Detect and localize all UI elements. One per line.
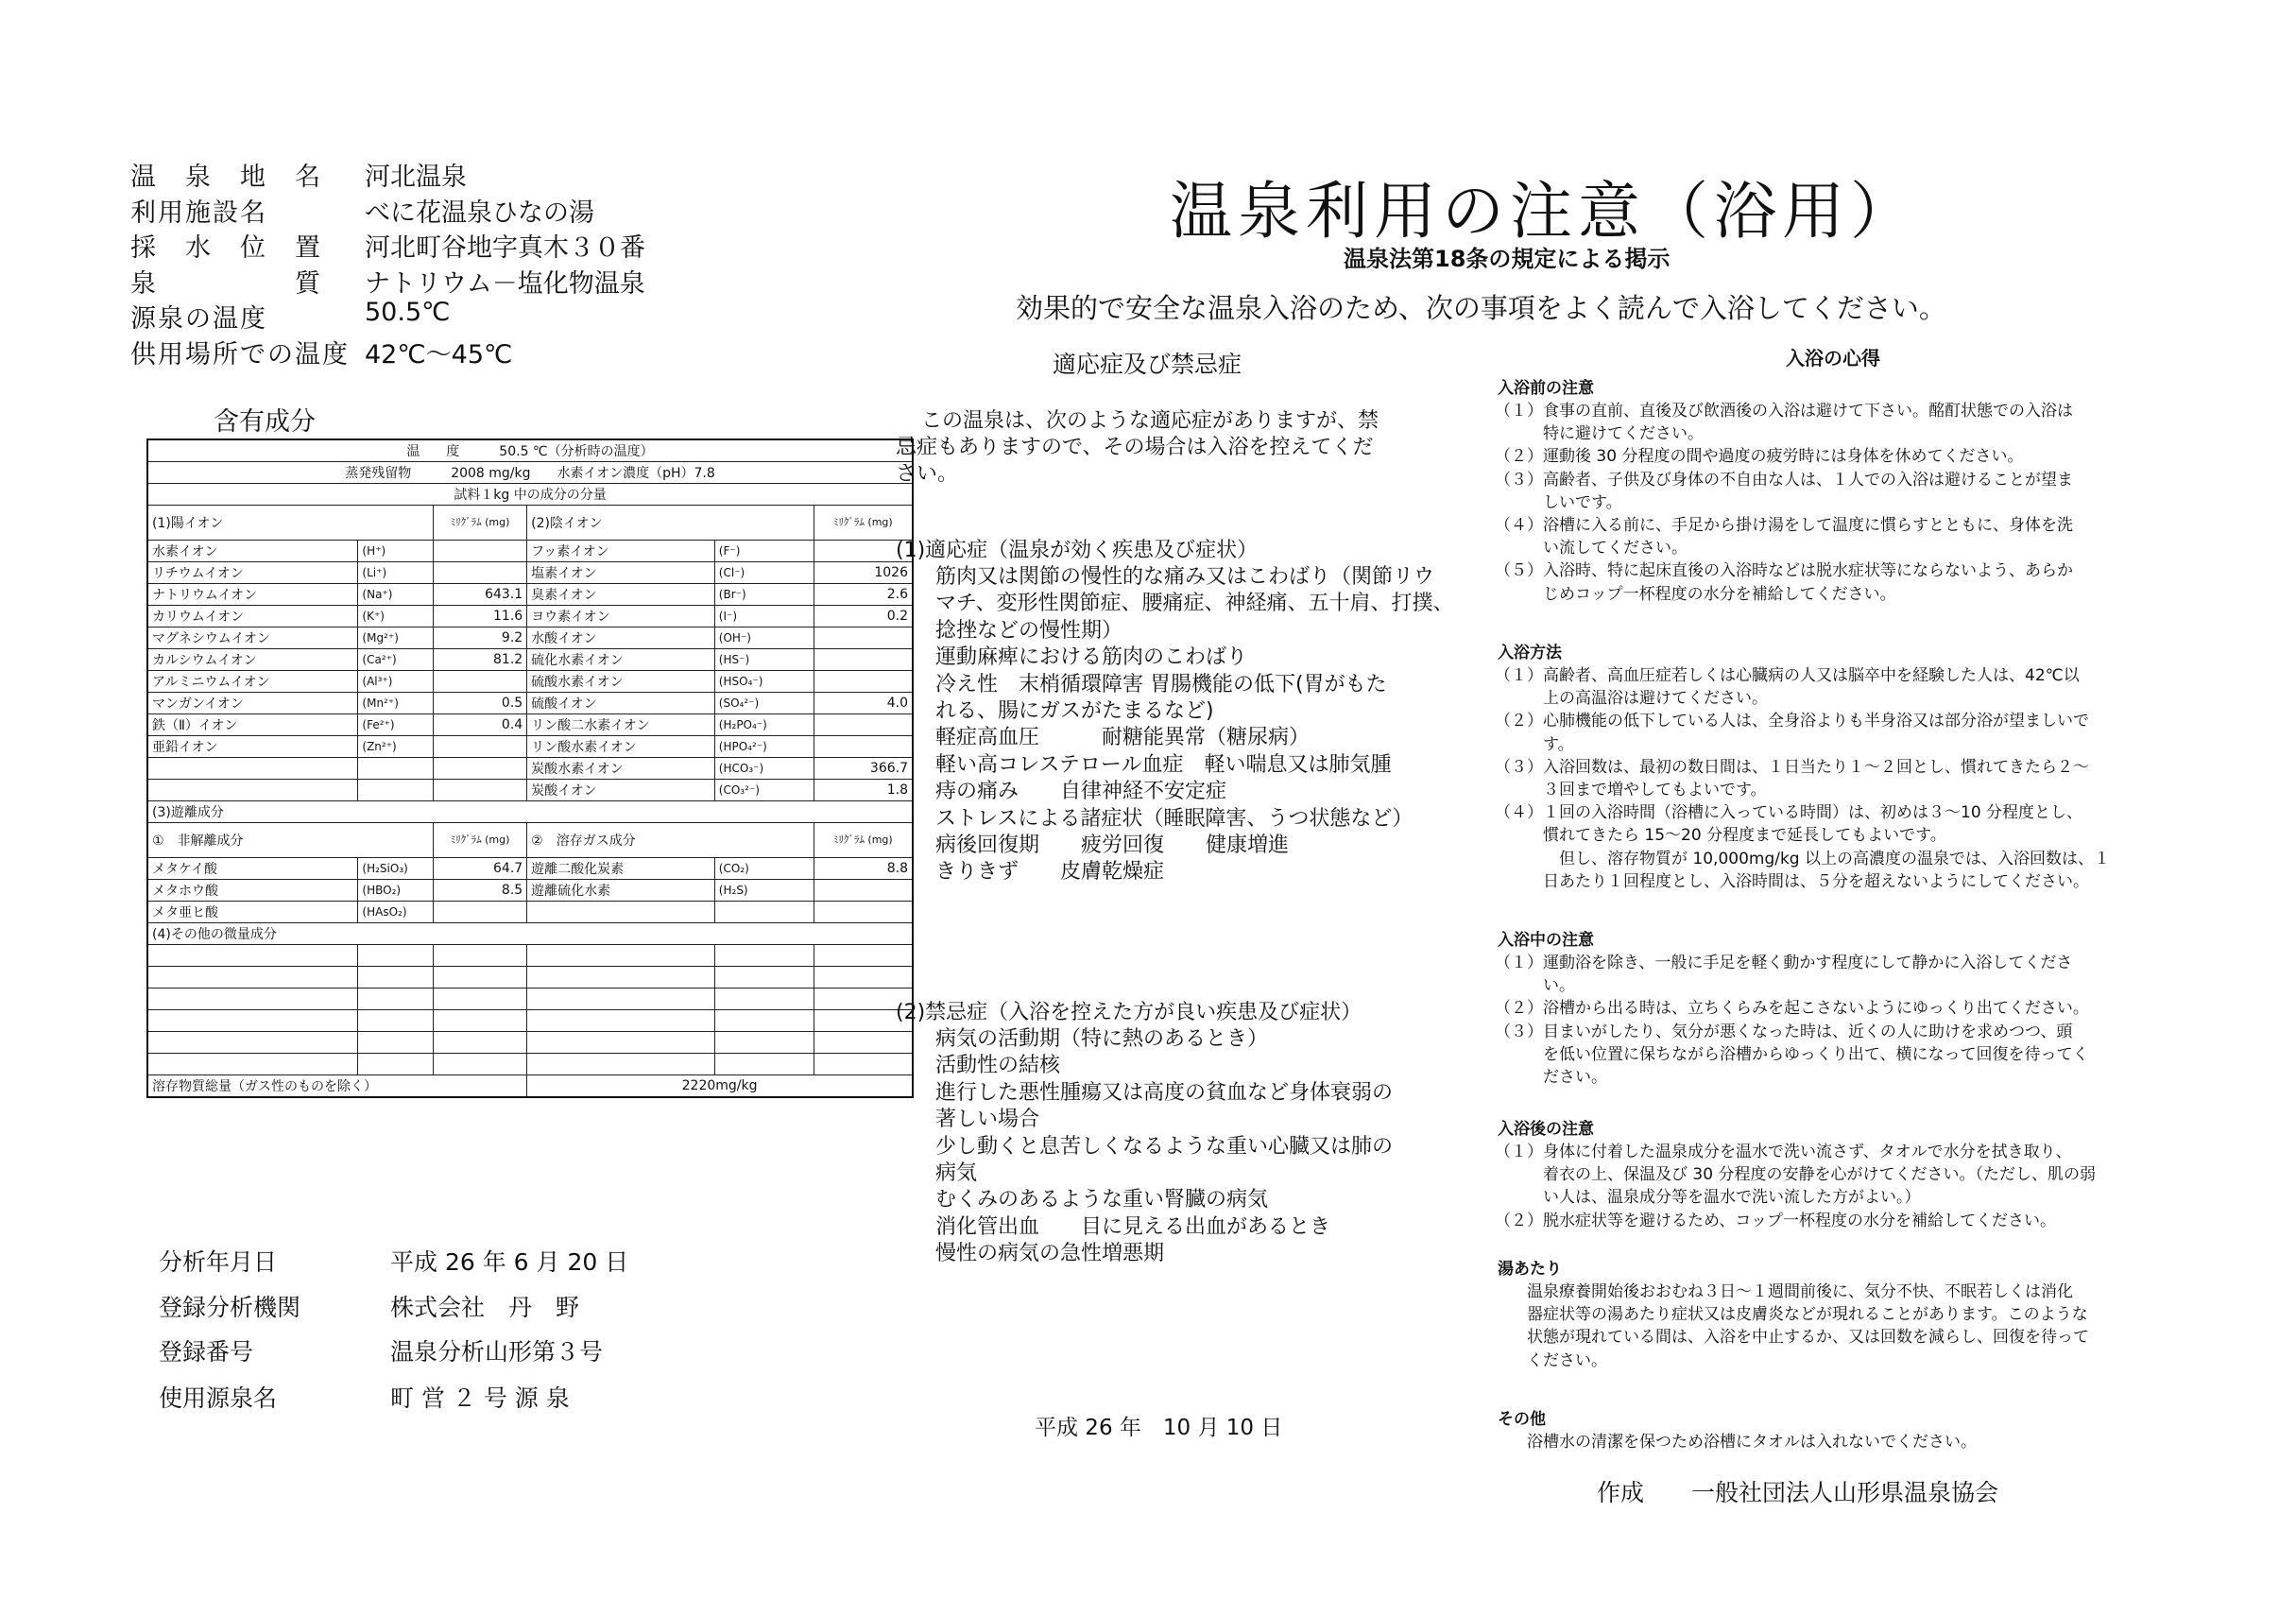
info-label: 供用場所での温度 (130, 339, 350, 370)
info-label: 泉 質 (130, 268, 322, 299)
ion-value (433, 780, 526, 801)
components-table (146, 438, 914, 1098)
indication-line: 運動麻痺における筋肉のこわばり (935, 645, 1248, 670)
info-row (130, 298, 450, 334)
info-row (130, 156, 467, 192)
empty-cell (714, 989, 814, 1010)
table-row (147, 606, 913, 627)
guide-line: （４）１回の入浴時間（浴槽に入っている時間）は、初めは３～10 分程度とし、 (1495, 803, 2083, 823)
guide-line: 上の高温浴は避けてください。 (1495, 689, 1768, 709)
ion-name (147, 780, 358, 801)
intro-text: 効果的で安全な温泉入浴のため、次の事項をよく読んで入浴してください。 (1016, 292, 1946, 324)
guide-line: （１）高齢者、高血圧症若しくは心臓病の人又は脳卒中を経験した人は、42℃以 (1495, 666, 2080, 685)
ion-symbol: (Fe²⁺) (358, 714, 433, 736)
unit-header: ﾐﾘｸﾞﾗﾑ (mg) (814, 506, 913, 541)
ion-value: 366.7 (814, 758, 913, 780)
intro-paragraph-line: 忌症もありますので、その場合は入浴を控えてくだ (896, 436, 1374, 459)
guide-line: （１）身体に付着した温泉成分を温水で洗い流さず、タオルで水分を拭き取り、 (1495, 1143, 2072, 1161)
component-symbol: (H₂S) (714, 880, 814, 902)
empty-cell (358, 967, 433, 989)
empty-cell (433, 989, 526, 1010)
ion-value: 1.8 (814, 780, 913, 801)
indication-line: ストレスによる諸症状（睡眠障害、うつ状態など） (935, 806, 1414, 831)
guide-line: ください。 (1495, 1350, 1607, 1370)
indication-line: れる、腸にガスがたまるなど) (935, 699, 1214, 723)
indication-line: きりきず 皮膚乾燥症 (935, 860, 1165, 885)
table-row (147, 671, 913, 693)
table-row (147, 649, 913, 671)
indication-line: マチ、変形性関節症、腰痛症、神経痛、五十肩、打撲、 (935, 592, 1454, 616)
table-row (147, 758, 913, 780)
indication-line: 捻挫などの慢性期） (935, 618, 1123, 643)
contraindication-line: 消化管出血 目に見える出血があるとき (935, 1214, 1331, 1239)
component-symbol: (HAsO₂) (358, 902, 433, 923)
ion-value: 643.1 (433, 584, 526, 606)
table-row (147, 858, 913, 880)
info-row (130, 334, 512, 370)
component-value: 64.7 (433, 858, 526, 880)
ion-symbol: (Na⁺) (358, 584, 433, 606)
ion-name: マンガンイオン (147, 693, 358, 714)
empty-cell (814, 967, 913, 989)
page-title: 温泉利用の注意（浴用） (1170, 175, 1918, 248)
component-name: メタ亜ヒ酸 (147, 902, 358, 923)
empty-cell (527, 1032, 715, 1054)
guide-line: （５）入浴時、特に起床直後の入浴時などは脱水症状等にならないよう、あらか (1495, 561, 2073, 581)
table-row (147, 1010, 913, 1032)
indication-line: 軽い高コレステロール血症 軽い喘息又は肺気腫 (935, 752, 1392, 777)
guide-line: 着衣の上、保温及び 30 分程度の安静を心がけてください。（ただし、肌の弱 (1495, 1165, 2096, 1185)
table-row (147, 627, 913, 649)
ion-value: 2.6 (814, 584, 913, 606)
empty-cell (527, 1054, 715, 1075)
ion-name: 亜鉛イオン (147, 736, 358, 758)
component-symbol: (HBO₂) (358, 880, 433, 902)
nondissociated-header: ① 非解離成分 (147, 823, 433, 858)
ion-name: 硫化水素イオン (527, 649, 715, 671)
empty-cell (433, 1010, 526, 1032)
contraindication-line: むくみのあるような重い腎臓の病気 (935, 1188, 1269, 1212)
ion-name: ヨウ素イオン (527, 606, 715, 627)
guide-line: （１）運動浴を除き、一般に手足を軽く動かす程度にして静かに入浴してくださ (1495, 954, 2073, 972)
ion-name: ナトリウムイオン (147, 584, 358, 606)
component-name: 遊離硫化水素 (527, 880, 715, 902)
component-symbol: (CO₂) (714, 858, 814, 880)
ion-symbol: (CO₃²⁻) (714, 780, 814, 801)
table-row (147, 989, 913, 1010)
ion-value: 0.2 (814, 606, 913, 627)
empty-cell (358, 989, 433, 1010)
guide-section-title: 入浴中の注意 (1498, 931, 1594, 950)
ion-value (433, 736, 526, 758)
empty-cell (433, 967, 526, 989)
analysis-label: 登録分析機関 (159, 1294, 301, 1321)
table-row (147, 902, 913, 923)
guide-section-title: その他 (1498, 1410, 1546, 1429)
ion-symbol: (HPO₄²⁻) (714, 736, 814, 758)
empty-cell (527, 967, 715, 989)
ion-symbol: (Br⁻) (714, 584, 814, 606)
guide-line: （４）浴槽に入る前に、手足から掛け湯をして温度に慣らすとともに、身体を洗 (1495, 516, 2073, 535)
empty-cell (358, 1010, 433, 1032)
ion-name: リチウムイオン (147, 562, 358, 584)
analysis-value: 町 営 ２ 号 源 泉 (390, 1384, 570, 1412)
empty-cell (433, 945, 526, 967)
table-row (147, 439, 913, 462)
author: 作成 一般社団法人山形県温泉協会 (1597, 1479, 1999, 1506)
table-row (147, 506, 913, 541)
component-value: 8.8 (814, 858, 913, 880)
guide-line: 器症状等の湯あたり症状又は皮膚炎などが現れることがあります。このような (1495, 1305, 2088, 1325)
guide-line: （３）高齢者、子供及び身体の不自由な人は、１人での入浴は避けることが望ま (1495, 470, 2073, 490)
table-row (147, 1054, 913, 1075)
table-row (147, 1032, 913, 1054)
ion-value (433, 541, 526, 562)
guide-line: （２）心肺機能の低下している人は、全身浴よりも半身浴又は部分浴が望ましいで (1495, 712, 2089, 731)
contraindication-line: 病気の活動期（特に熱のあるとき） (935, 1027, 1269, 1051)
guide-line: しいです。 (1495, 492, 1622, 512)
total-value: 2220mg/kg (527, 1075, 913, 1098)
ion-name: 鉄（Ⅱ）イオン (147, 714, 358, 736)
ion-symbol: (SO₄²⁻) (714, 693, 814, 714)
ion-value: 0.5 (433, 693, 526, 714)
indications-heading: 適応症及び禁忌症 (1053, 351, 1242, 378)
component-value (814, 880, 913, 902)
guide-line: 温泉療養開始後おおむね３日～１週間前後に、気分不快、不眠若しくは消化 (1495, 1282, 2073, 1301)
info-label: 採 水 位 置 (130, 233, 322, 263)
ion-name: マグネシウムイオン (147, 627, 358, 649)
guide-line: （３）入浴回数は、最初の数日間は、１日当たり１～２回とし、慣れてきたら２～ (1495, 757, 2089, 777)
indications-title: (1)適応症（温泉が効く疾患及び症状） (896, 539, 1259, 562)
ion-name: 炭酸水素イオン (527, 758, 715, 780)
table-row (147, 693, 913, 714)
cation-header: (1)陽イオン (147, 506, 433, 541)
ion-symbol: (HS⁻) (714, 649, 814, 671)
ion-symbol: (HCO₃⁻) (714, 758, 814, 780)
total-label: 溶存物質総量（ガス性のものを除く） (147, 1075, 527, 1098)
ion-symbol: (K⁺) (358, 606, 433, 627)
ion-symbol: (H₂PO₄⁻) (714, 714, 814, 736)
table-row (147, 584, 913, 606)
empty-cell (147, 1010, 358, 1032)
unit-header: ﾐﾘｸﾞﾗﾑ (mg) (433, 823, 526, 858)
table-row (147, 462, 913, 484)
ion-symbol: (F⁻) (714, 541, 814, 562)
contraindication-line: 慢性の病気の急性増悪期 (935, 1242, 1165, 1266)
indication-line: 痔の痛み 自律神経不安定症 (935, 780, 1227, 804)
indication-line: 冷え性 末梢循環障害 胃腸機能の低下(胃がもた (935, 672, 1387, 696)
guide-section-title: 入浴方法 (1498, 644, 1562, 662)
guide-line: を低い位置に保ちながら浴槽からゆっくり出て、横になって回復を待ってく (1495, 1044, 2089, 1064)
empty-cell (358, 1054, 433, 1075)
ion-value (433, 758, 526, 780)
analysis-value: 温泉分析山形第３号 (390, 1338, 604, 1366)
table-row (147, 801, 913, 823)
ion-symbol (358, 758, 433, 780)
anion-header: (2)陰イオン (527, 506, 814, 541)
info-value: べに花温泉ひなの湯 (365, 198, 594, 228)
empty-cell (147, 1054, 358, 1075)
table-row (147, 736, 913, 758)
info-label: 源泉の温度 (130, 304, 267, 334)
ion-symbol: (Zn²⁺) (358, 736, 433, 758)
empty-cell (814, 1054, 913, 1075)
ion-value (814, 671, 913, 693)
guide-line: （２）脱水症状等を避けるため、コップ一杯程度の水分を補給してください。 (1495, 1211, 2056, 1230)
empty-cell (358, 1032, 433, 1054)
guide-line: （２）運動後 30 分程度の間や過度の疲労時には身体を休めてください。 (1495, 447, 2024, 467)
contraindication-line: 病気 (935, 1161, 978, 1185)
unit-header: ﾐﾘｸﾞﾗﾑ (mg) (814, 823, 913, 858)
guide-line: 但し、溶存物質が 10,000mg/kg 以上の高濃度の温泉では、入浴回数は、１ (1495, 849, 2111, 868)
intro-paragraph-line: この温泉は、次のような適応症がありますが、禁 (921, 409, 1379, 433)
component-name: メタケイ酸 (147, 858, 358, 880)
ion-name: カルシウムイオン (147, 649, 358, 671)
empty-cell (814, 945, 913, 967)
ion-value: 9.2 (433, 627, 526, 649)
contraindication-line: 活動性の結核 (935, 1054, 1061, 1078)
info-value: 河北温泉 (365, 163, 467, 192)
component-name: メタホウ酸 (147, 880, 358, 902)
ion-name: 硫酸水素イオン (527, 671, 715, 693)
table-row (147, 923, 913, 945)
ion-symbol: (Mn²⁺) (358, 693, 433, 714)
guide-line: ３回まで増やしてもよいです。 (1495, 781, 1767, 799)
table-row (147, 484, 913, 506)
guide-section-title: 入浴前の注意 (1498, 379, 1594, 398)
guide-line: す。 (1495, 734, 1574, 754)
ion-symbol: (Mg²⁺) (358, 627, 433, 649)
guide-line: じめコップ一杯程度の水分を補給してください。 (1495, 584, 1896, 604)
sample-cell: 試料１kg 中の成分の分量 (147, 484, 913, 506)
guide-line: （３）目まいがしたり、気分が悪くなった時は、近くの人に助けを求めつつ、頭 (1495, 1022, 2073, 1041)
table-row (147, 945, 913, 967)
ion-symbol: (Al³⁺) (358, 671, 433, 693)
ion-value (814, 736, 913, 758)
empty-cell (714, 945, 814, 967)
ion-symbol: (Ca²⁺) (358, 649, 433, 671)
info-value: 50.5℃ (365, 298, 451, 327)
ion-symbol (358, 780, 433, 801)
guide-line: い流してください。 (1495, 539, 1688, 559)
analysis-label: 分析年月日 (159, 1248, 278, 1276)
ion-symbol: (Li⁺) (358, 562, 433, 584)
component-value (433, 902, 526, 923)
ion-value (433, 562, 526, 584)
table-row (147, 541, 913, 562)
ion-value: 4.0 (814, 693, 913, 714)
ion-symbol: (I⁻) (714, 606, 814, 627)
contraindication-line: 進行した悪性腫瘍又は高度の貧血など身体衰弱の (935, 1080, 1394, 1105)
empty-cell (714, 1032, 814, 1054)
info-row (130, 227, 645, 263)
component-value: 8.5 (433, 880, 526, 902)
guide-section-title: 湯あたり (1498, 1260, 1562, 1279)
indication-line: 軽症高血圧 耐糖能異常（糖尿病） (935, 726, 1311, 750)
empty-cell (814, 1032, 913, 1054)
gas-header: ② 溶存ガス成分 (527, 823, 814, 858)
table-row (147, 967, 913, 989)
empty-cell (527, 945, 715, 967)
component-value (814, 902, 913, 923)
empty-cell (433, 1054, 526, 1075)
table-row (147, 780, 913, 801)
guide-line: （２）浴槽から出る時は、立ちくらみを起こさないようにゆっくり出てください。 (1495, 999, 2089, 1019)
guide-line: い人は、温泉成分等を温水で洗い流した方がよい。） (1495, 1188, 1921, 1208)
ion-name: 硫酸イオン (527, 693, 715, 714)
free-components-header: (3)遊離成分 (147, 801, 913, 823)
info-row (130, 192, 594, 228)
analysis-value: 株式会社 丹 野 (390, 1294, 580, 1321)
ion-value (814, 627, 913, 649)
empty-cell (527, 1010, 715, 1032)
empty-cell (433, 1032, 526, 1054)
info-value: 42℃～45℃ (365, 339, 513, 370)
residue-cell: 蒸発残留物 2008 mg/kg 水素イオン濃度（pH）7.8 (147, 462, 913, 484)
analysis-value: 平成 26 年 6 月 20 日 (390, 1248, 629, 1276)
ion-value: 0.4 (433, 714, 526, 736)
table-row (147, 562, 913, 584)
empty-cell (147, 967, 358, 989)
temperature-cell: 温 度 50.5 ℃（分析時の温度） (147, 439, 913, 462)
empty-cell (714, 967, 814, 989)
intro-paragraph-line: さい。 (896, 462, 959, 486)
component-symbol (714, 902, 814, 923)
guide-line: 状態が現れている間は、入浴を中止するか、又は回数を減らし、回復を待って (1495, 1328, 2089, 1348)
empty-cell (147, 945, 358, 967)
guide-line: （１）食事の直前、直後及び飲酒後の入浴は避けて下さい。酩酊状態での入浴は (1495, 402, 2073, 421)
guide-line: 特に避けてください。 (1495, 424, 1704, 444)
info-value: ナトリウム－塩化物温泉 (365, 268, 645, 299)
guide-line: ださい。 (1495, 1068, 1607, 1087)
ion-value: 11.6 (433, 606, 526, 627)
analysis-label: 登録番号 (159, 1338, 254, 1366)
component-name (527, 902, 715, 923)
ion-name: カリウムイオン (147, 606, 358, 627)
info-row (130, 263, 645, 299)
info-label: 温 泉 地 名 (130, 163, 322, 192)
table-row (147, 714, 913, 736)
trace-header: (4)その他の微量成分 (147, 923, 913, 945)
ion-name: 水素イオン (147, 541, 358, 562)
table-row (147, 823, 913, 858)
guide-line: 慣れてきたら 15～20 分程度まで延長してもよいです。 (1495, 826, 1946, 846)
ion-name: 塩素イオン (527, 562, 715, 584)
ion-symbol: (Cl⁻) (714, 562, 814, 584)
analysis-label: 使用源泉名 (159, 1384, 278, 1412)
ion-name (147, 758, 358, 780)
component-name: 遊離二酸化炭素 (527, 858, 715, 880)
empty-cell (147, 989, 358, 1010)
contraindication-line: 少し動くと息苦しくなるような重い心臓又は肺の (935, 1134, 1394, 1159)
ion-name: 臭素イオン (527, 584, 715, 606)
contraindications-title: (2)禁忌症（入浴を控えた方が良い疾患及び症状） (896, 1001, 1362, 1024)
info-value: 河北町谷地字真木３０番 (365, 233, 645, 263)
ion-value (433, 671, 526, 693)
empty-cell (147, 1032, 358, 1054)
table-row (147, 880, 913, 902)
ion-name: 水酸イオン (527, 627, 715, 649)
ion-symbol: (OH⁻) (714, 627, 814, 649)
ion-value: 81.2 (433, 649, 526, 671)
ion-name: リン酸二水素イオン (527, 714, 715, 736)
components-title: 含有成分 (214, 407, 316, 437)
ion-name: 炭酸イオン (527, 780, 715, 801)
ion-value (814, 649, 913, 671)
guide-line: 浴槽水の清潔を保つため浴槽にタオルは入れないでください。 (1495, 1433, 1977, 1452)
ion-value (814, 714, 913, 736)
empty-cell (714, 1010, 814, 1032)
guide-line: い。 (1495, 976, 1575, 996)
page-subtitle: 温泉法第18条の規定による掲示 (1344, 246, 1671, 272)
ion-symbol: (HSO₄⁻) (714, 671, 814, 693)
contraindication-line: 著しい場合 (935, 1108, 1040, 1132)
ion-name: フッ素イオン (527, 541, 715, 562)
table-row (147, 1075, 913, 1098)
ion-symbol: (H⁺) (358, 541, 433, 562)
guide-heading: 入浴の心得 (1786, 347, 1880, 370)
empty-cell (714, 1054, 814, 1075)
indication-line: 筋肉又は関節の慢性的な痛み又はこわばり（関節リウ (935, 565, 1435, 589)
ion-value: 1026 (814, 562, 913, 584)
ion-name: アルミニウムイオン (147, 671, 358, 693)
empty-cell (358, 945, 433, 967)
unit-header: ﾐﾘｸﾞﾗﾑ (mg) (433, 506, 526, 541)
guide-line: 日あたり１回程度とし、入浴時間は、５分を超えないようにしてください。 (1495, 871, 2089, 891)
guide-section-title: 入浴後の注意 (1498, 1120, 1594, 1139)
ion-name: リン酸水素イオン (527, 736, 715, 758)
info-label: 利用施設名 (130, 198, 267, 228)
notice-date: 平成 26 年 10 月 10 日 (1035, 1416, 1283, 1440)
component-symbol: (H₂SiO₃) (358, 858, 433, 880)
empty-cell (527, 989, 715, 1010)
indication-line: 病後回復期 疲労回復 健康増進 (935, 834, 1290, 857)
